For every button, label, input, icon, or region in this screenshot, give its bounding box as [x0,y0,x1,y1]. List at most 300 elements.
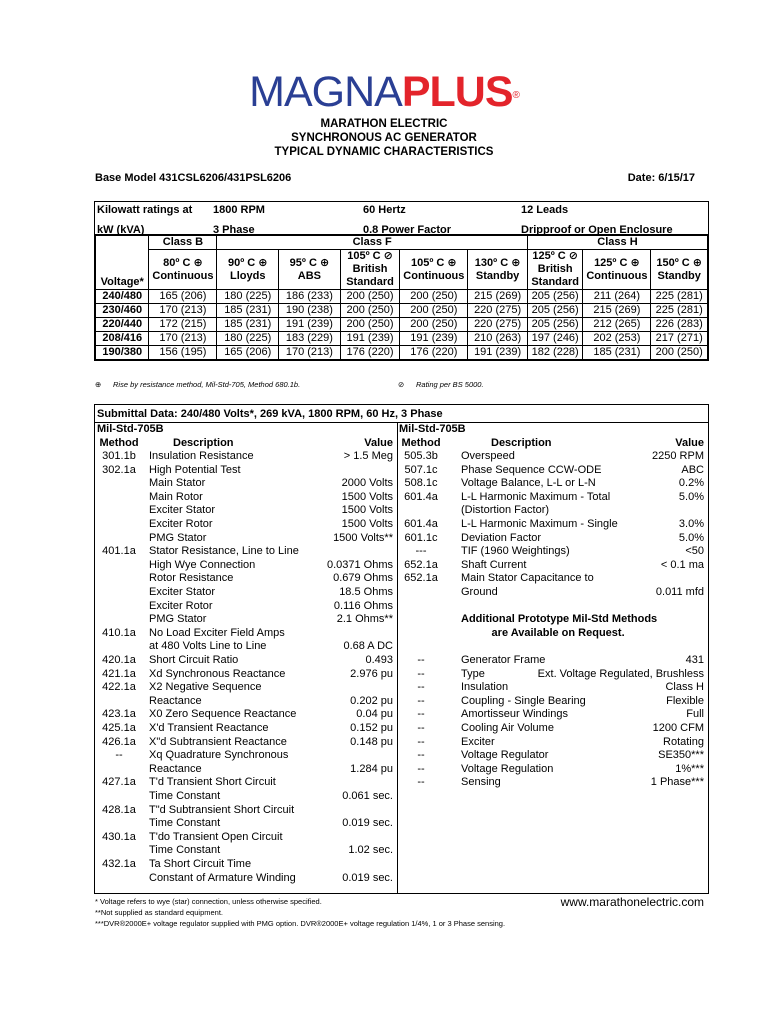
spec-description: Coupling - Single Bearing [461,694,586,707]
spec-method: -- [417,681,425,694]
spec-method: 507.1c [404,463,438,476]
rating-cell: 197 (246) [527,332,583,346]
hertz: 60 Hertz [363,204,406,216]
spec-value: 0.68 A DC [343,640,393,653]
spec-method: -- [417,776,425,789]
spec-value: 0.148 pu [350,735,393,748]
spec-value: 1500 Volts [341,504,393,517]
spec-description: X0 Zero Sequence Reactance [149,708,297,721]
right-column-headers [397,437,708,451]
spec-value: 18.5 Ohms [339,586,393,599]
rating-cell: 170 (213) [149,304,217,318]
spec-description: Cooling Air Volume [461,721,554,734]
spec-row [397,627,708,641]
spec-description: Insulation [461,681,509,694]
rating-cell: 226 (283) [651,318,708,332]
spec-value: > 1.5 Meg [343,450,393,463]
rating-cell: 191 (239) [400,332,468,346]
spec-description: X2 Negative Sequence [149,681,262,694]
heading-product: SYNCHRONOUS AC GENERATOR [291,132,477,144]
spec-row [95,450,397,464]
spec-value: 0.011 mfd [655,586,704,599]
ratings-row [96,318,708,332]
spec-description: TIF (1960 Weightings) [461,545,570,558]
spec-method: 505.3b [404,450,438,463]
col-header: 150º C ⊕ Standby [651,250,708,290]
spec-method: -- [417,749,425,762]
spec-row [95,817,397,831]
col-voltage: Voltage* [96,250,149,290]
spec-description: High Wye Connection [149,558,256,571]
footnote-rise: Rise by resistance method, Mil-Std-705, Method 680.1b. [113,380,301,389]
spec-description: Exciter [461,735,495,748]
spec-description: Exciter Rotor [149,518,213,531]
spec-method: -- [417,667,425,680]
spec-value: 0.202 pu [350,694,393,707]
spec-description: Insulation Resistance [149,450,254,463]
spec-row [397,518,708,532]
spec-method: 601.1c [404,531,438,544]
spec-value: 0.0371 Ohms [326,558,393,571]
spec-row [95,668,397,682]
spec-row [95,749,397,763]
rating-cell: 215 (269) [468,290,528,304]
ratings-table [94,201,709,361]
spec-description: No Load Exciter Field Amps [149,626,285,639]
rating-cell: 183 (229) [279,332,341,346]
spec-row [95,872,397,886]
spec-value: 1500 Volts [341,518,393,531]
spec-row [95,858,397,872]
col-header: 125º C ⊕ Continuous [583,250,651,290]
spec-value: 0.493 [365,654,393,666]
date: Date: 6/15/17 [627,172,695,184]
spec-row [397,722,708,736]
rating-cell: 211 (264) [583,290,651,304]
spec-method: 410.1a [102,626,136,639]
note-dvr: ***DVR®2000E+ voltage regulator supplied with PMG option. DVR®2000E+ voltage regulation 1/4%, 1 or 3 Phase sensing. [95,919,506,928]
spec-description: Overspeed [461,450,515,463]
spec-description: Main Stator [149,477,206,490]
spec-description: T'd Transient Short Circuit [149,776,276,789]
spec-row [95,804,397,818]
spec-row [397,586,708,600]
spec-row [397,477,708,491]
ratings-grid [95,235,708,360]
rating-cell: 165 (206) [217,346,279,360]
spec-value: <50 [685,545,704,558]
spec-row [95,627,397,641]
spec-description: Voltage Regulator [461,749,549,762]
leads: 12 Leads [521,204,569,216]
base-model: Base Model 431CSL6206/431PSL6206 [95,172,292,184]
spec-row [397,464,708,478]
spec-row [397,559,708,573]
magnaplus-logo [0,68,768,116]
rating-cell: 220 (275) [468,304,528,318]
rating-cell: 191 (239) [279,318,341,332]
spec-description: T"d Subtransient Short Circuit [149,803,295,816]
website-link[interactable]: www.marathonelectric.com [560,895,704,909]
col-value: Value [364,436,393,449]
spec-value: SE350*** [658,749,704,762]
col-header: 90º C ⊕ Lloyds [217,250,279,290]
logo-registered-mark: ® [512,90,519,101]
rating-cell: 200 (250) [400,290,468,304]
spec-value: 2250 RPM [652,450,704,463]
spec-row [95,695,397,709]
rating-cell: 180 (225) [217,332,279,346]
note-voltage: * Voltage refers to wye (star) connection, unless otherwise specified. [95,897,322,906]
col-method: Method [99,436,139,449]
spec-value: Rotating [663,735,704,748]
spec-row [95,776,397,790]
ratings-header [95,202,708,235]
rating-cell: 170 (213) [149,332,217,346]
logo-plus: PLUS [401,68,513,116]
spec-value: < 0.1 ma [660,558,704,571]
spec-value: 1.284 pu [350,762,393,775]
spec-method: 426.1a [102,735,136,748]
rating-cell: 190 (238) [279,304,341,318]
left-standard-header: Mil-Std-705B [97,423,164,435]
spec-row [397,763,708,777]
rating-cell: 205 (256) [527,304,583,318]
spec-row [95,518,397,532]
spec-method: 301.1b [102,450,136,463]
spec-description: Voltage Balance, L-L or L-N [461,477,596,490]
spec-description: Main Stator Capacitance to [461,572,594,585]
spec-description: Sensing [461,776,501,789]
spec-value: Class H [665,681,704,694]
spec-description: L-L Harmonic Maximum - Total [461,490,611,503]
spec-value: 1500 Volts [341,490,393,503]
spec-row [95,681,397,695]
rating-cell: 185 (231) [217,318,279,332]
spec-row [95,640,397,654]
rating-cell: 200 (250) [400,304,468,318]
spec-method: -- [417,762,425,775]
spec-method: 430.1a [102,830,136,843]
spec-description: Time Constant [149,817,221,830]
spec-method: 428.1a [102,803,136,816]
col-header: 125º C ⊘ British Standard [527,250,583,290]
spec-row [95,532,397,546]
spec-row [397,749,708,763]
left-column-headers [95,437,397,451]
rating-cell: 200 (250) [651,346,708,360]
right-standard-header: Mil-Std-705B [399,423,466,435]
spec-method: -- [417,708,425,721]
spec-method: 420.1a [102,654,136,666]
spec-description: Reactance [149,762,202,775]
spec-description: Main Rotor [149,490,203,503]
rating-cell: 215 (269) [583,304,651,318]
spec-value: 431 [685,654,704,666]
voltage-cell: 230/460 [96,304,149,318]
spec-description: X"d Subtransient Reactance [149,735,287,748]
submittal-title: Submittal Data: 240/480 Volts*, 269 kVA, 1800 RPM, 60 Hz, 3 Phase [95,405,708,423]
spec-description: Exciter Stator [149,504,216,517]
ratings-row [96,290,708,304]
spec-method: -- [417,694,425,707]
spec-method: 423.1a [102,708,136,721]
spec-value: 1.02 sec. [348,844,393,857]
col-header: 80º C ⊕ Continuous [149,250,217,290]
spec-row [95,708,397,722]
spec-description: Ta Short Circuit Time [149,857,252,870]
col-header: 95º C ⊕ ABS [279,250,341,290]
voltage-cell: 190/380 [96,346,149,360]
rating-cell: 200 (250) [340,290,400,304]
spec-method: 421.1a [102,667,136,680]
rating-cell: 200 (250) [340,304,400,318]
spec-description: High Potential Test [149,463,241,476]
spec-method: 508.1c [404,477,438,490]
spec-row [95,491,397,505]
rating-cell: 156 (195) [149,346,217,360]
rating-cell: 202 (253) [583,332,651,346]
spec-row [397,776,708,790]
submittal-data-panel [94,404,709,894]
spec-description: Reactance [149,694,202,707]
enclosure: Dripproof or Open Enclosure [521,224,673,236]
spec-row [95,600,397,614]
spec-row [95,831,397,845]
heading-doc-title: TYPICAL DYNAMIC CHARACTERISTICS [274,146,494,158]
col-description: Description [491,436,552,449]
voltage-cell: 220/440 [96,318,149,332]
rating-cell: 205 (256) [527,290,583,304]
spec-description: Short Circuit Ratio [149,654,239,666]
spec-value: 3.0% [678,518,704,531]
rating-cell: 182 (228) [527,346,583,360]
spec-method: -- [417,735,425,748]
spec-description: Generator Frame [461,654,546,666]
spec-description: Additional Prototype Mil-Std Methods [461,613,658,626]
spec-row [397,613,708,627]
spec-value: 1%*** [675,762,704,775]
rpm: 1800 RPM [213,204,265,216]
rating-cell: 176 (220) [340,346,400,360]
spec-value: 0.116 Ohms [333,599,393,612]
spec-value: 5.0% [678,490,704,503]
spec-method: 432.1a [102,857,136,870]
spec-value: 2.1 Ohms** [336,613,393,626]
spec-row [95,736,397,750]
spec-row [95,654,397,668]
spec-row [95,572,397,586]
spec-description: Time Constant [149,789,221,802]
rating-cell: 200 (250) [340,318,400,332]
spec-description: T'do Transient Open Circuit [149,830,283,843]
voltage-cell: 240/480 [96,290,149,304]
spec-description: Shaft Current [461,558,527,571]
rating-cell: 191 (239) [468,346,528,360]
spec-description: Phase Sequence CCW-ODE [461,463,602,476]
spec-row [397,695,708,709]
spec-description: Xd Synchronous Reactance [149,667,286,680]
spec-row [397,640,708,654]
spec-row [397,450,708,464]
phase: 3 Phase [213,224,255,236]
spec-description: Deviation Factor [461,531,542,544]
spec-row [397,572,708,586]
spec-description: L-L Harmonic Maximum - Single [461,518,618,531]
spec-method: 601.4a [404,490,438,503]
spec-description: Type [461,667,485,680]
spec-value: Full [686,708,704,721]
class-f: Class F [217,236,528,250]
rating-cell: 205 (256) [527,318,583,332]
logo-magna: MAGNA [249,68,402,116]
rating-cell: 191 (239) [340,332,400,346]
col-method: Method [401,436,441,449]
spec-row [95,790,397,804]
spec-row [397,532,708,546]
kw-label: Kilowatt ratings at [97,204,193,216]
spec-method: -- [417,654,425,666]
spec-description: Rotor Resistance [149,572,234,585]
spec-description: X'd Transient Reactance [149,721,269,734]
spec-row [397,654,708,668]
footnote-bs-icon: ⊘ [398,380,405,389]
spec-row [95,545,397,559]
spec-row [95,464,397,478]
spec-value: 0.2% [678,477,704,490]
spec-value: 1 Phase*** [650,776,704,789]
spec-value: 0.04 pu [356,708,393,721]
rating-cell: 172 (215) [149,318,217,332]
spec-value: 2000 Volts [341,477,393,490]
ratings-row [96,332,708,346]
rating-cell: 200 (250) [400,318,468,332]
spec-row [397,600,708,614]
rating-cell: 212 (265) [583,318,651,332]
spec-row [397,708,708,722]
spec-description: at 480 Volts Line to Line [149,640,267,653]
rating-cell: 185 (231) [583,346,651,360]
spec-description: Ground [461,586,498,599]
spec-description: are Available on Request. [461,626,625,639]
spec-value: Ext. Voltage Regulated, Brushless [537,667,704,680]
col-description: Description [173,436,234,449]
ratings-row [96,346,708,360]
spec-description: Amortisseur Windings [461,708,568,721]
spec-value: Flexible [666,694,704,707]
rating-cell: 217 (271) [651,332,708,346]
footnote-bs: Rating per BS 5000. [416,380,484,389]
spec-row [95,559,397,573]
ratings-row [96,304,708,318]
spec-value: 5.0% [678,531,704,544]
class-b: Class B [149,236,217,250]
spec-method: 302.1a [102,463,136,476]
spec-row [95,477,397,491]
class-h: Class H [527,236,707,250]
spec-row [95,722,397,736]
rating-cell: 186 (233) [279,290,341,304]
spec-method: -- [115,749,123,762]
spec-method: --- [415,545,427,558]
spec-method: 652.1a [404,558,438,571]
spec-description: PMG Stator [149,613,207,626]
spec-method: -- [417,721,425,734]
class-header-row [96,236,708,250]
footnote-rise-icon: ⊕ [95,380,102,389]
spec-row [95,613,397,627]
spec-description: Exciter Rotor [149,599,213,612]
col-header: 105º C ⊕ Continuous [400,250,468,290]
rating-cell: 176 (220) [400,346,468,360]
spec-value: 0.152 pu [350,721,393,734]
spec-row [95,504,397,518]
spec-method: 422.1a [102,681,136,694]
col-value: Value [675,436,704,449]
column-header-row [96,250,708,290]
rating-cell: 180 (225) [217,290,279,304]
spec-row [397,545,708,559]
kva-label: kW (kVA) [97,224,145,236]
spec-method: 427.1a [102,776,136,789]
spec-row [95,763,397,777]
rating-cell: 210 (263) [468,332,528,346]
spec-value: ABC [681,463,704,476]
rating-cell: 225 (281) [651,304,708,318]
spec-method: 601.4a [404,518,438,531]
spec-description: Stator Resistance, Line to Line [149,545,299,558]
spec-row [95,586,397,600]
spec-value: 0.679 Ohms [333,572,393,585]
spec-method: 652.1a [404,572,438,585]
spec-description: Time Constant [149,844,221,857]
spec-row [95,844,397,858]
spec-row [397,681,708,695]
spec-value: 0.019 sec. [342,817,393,830]
spec-row [397,491,708,505]
spec-value: 1200 CFM [652,721,704,734]
submittal-right-column [397,423,708,893]
voltage-cell: 208/416 [96,332,149,346]
rating-cell: 165 (206) [149,290,217,304]
spec-description: Xq Quadrature Synchronous [149,749,289,762]
spec-value: 1500 Volts** [333,531,393,544]
rating-cell: 225 (281) [651,290,708,304]
power-factor: 0.8 Power Factor [363,224,452,236]
rating-cell: 220 (275) [468,318,528,332]
spec-description: Voltage Regulation [461,762,554,775]
spec-row [397,668,708,682]
submittal-left-column [95,423,398,893]
spec-value: 0.019 sec. [342,871,393,884]
spec-description: Constant of Armature Winding [149,871,296,884]
col-header: 130º C ⊕ Standby [468,250,528,290]
spec-value: 0.061 sec. [342,789,393,802]
spec-method: 401.1a [102,545,136,558]
spec-row [397,504,708,518]
spec-description: PMG Stator [149,531,207,544]
spec-method: 425.1a [102,721,136,734]
spec-value: 2.976 pu [350,667,393,680]
heading-company: MARATHON ELECTRIC [320,118,448,130]
col-header: 105º C ⊘ British Standard [340,250,400,290]
base-model-row [95,172,705,184]
spec-row [397,736,708,750]
spec-description: (Distortion Factor) [461,504,550,517]
spec-description: Exciter Stator [149,586,216,599]
rating-cell: 170 (213) [279,346,341,360]
rating-cell: 185 (231) [217,304,279,318]
